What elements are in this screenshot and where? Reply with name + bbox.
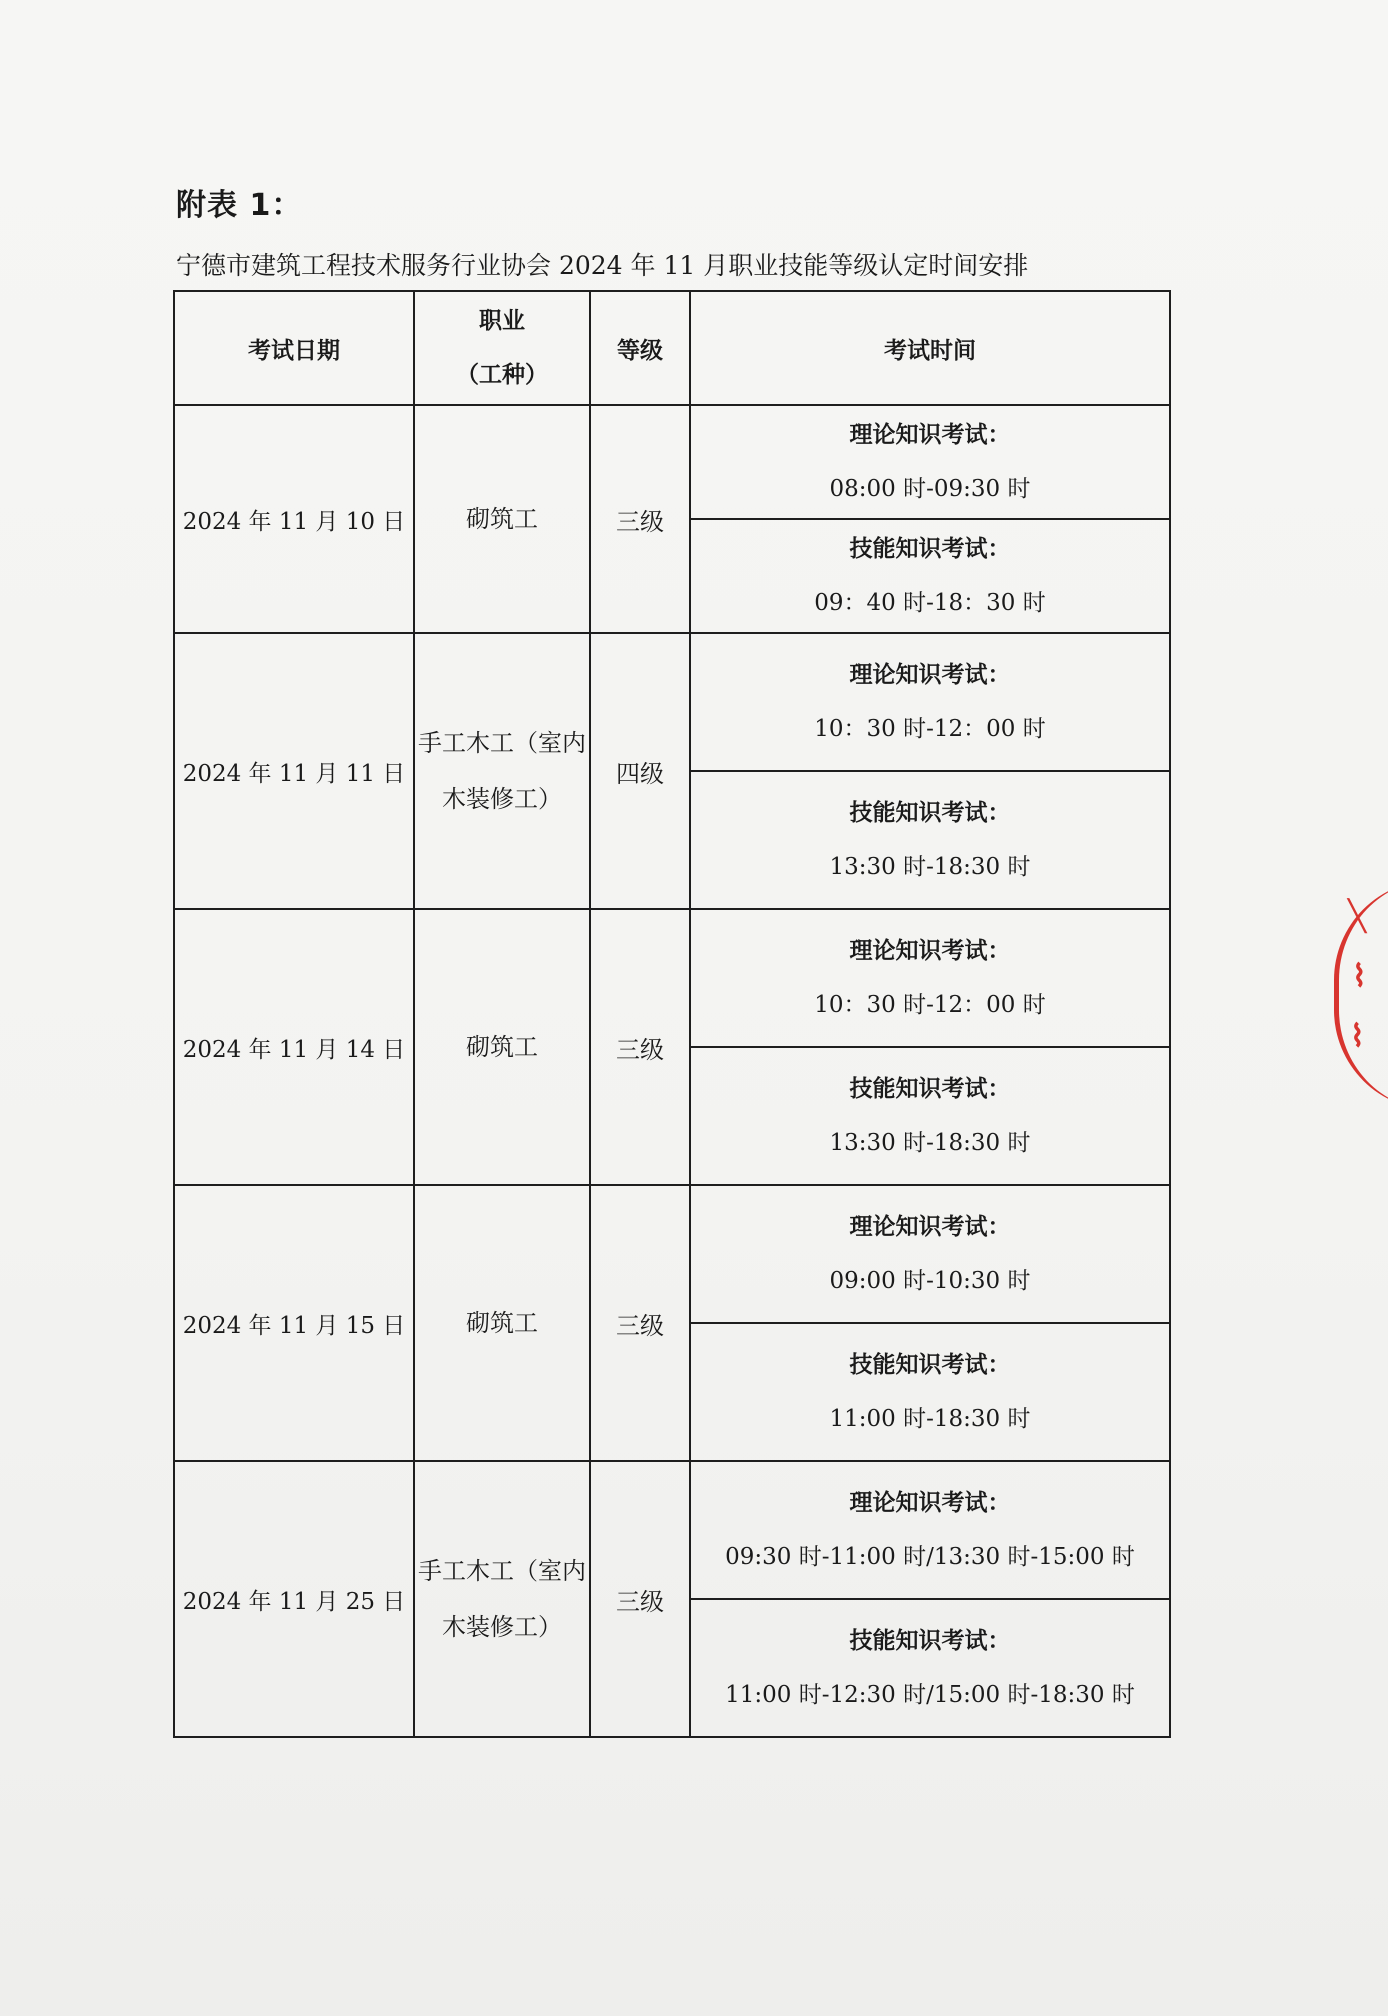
- skill-exam-label: 技能知识考试：: [849, 1076, 1011, 1102]
- theory-exam-label: 理论知识考试：: [849, 422, 1011, 448]
- theory-exam-time: 09:00 时-10:30 时: [829, 1268, 1031, 1294]
- theory-exam-time: 10：30 时-12：00 时: [814, 992, 1046, 1018]
- level-cell: 三级: [590, 1461, 690, 1737]
- exam-date-cell: 2024 年 11 月 14 日: [174, 909, 414, 1185]
- theory-exam-cell: [690, 1461, 1170, 1599]
- theory-exam-cell: [690, 1185, 1170, 1323]
- level-cell: 三级: [590, 909, 690, 1185]
- seal-mark: ⌇: [1352, 959, 1367, 994]
- table-row: [174, 1185, 1170, 1323]
- skill-exam-cell: [690, 1323, 1170, 1461]
- header-occupation-line1: 职业: [479, 308, 525, 334]
- skill-exam-label: 技能知识考试：: [849, 800, 1011, 826]
- document-subtitle: 宁德市建筑工程技术服务行业协会 2024 年 11 月职业技能等级认定时间安排: [176, 251, 1029, 280]
- table-row: [174, 1461, 1170, 1599]
- table-row: [174, 633, 1170, 771]
- skill-exam-cell: [690, 1599, 1170, 1737]
- occupation-cell: 手工木工（室内木装修工）: [414, 633, 590, 909]
- level-cell: 四级: [590, 633, 690, 909]
- skill-exam-label: 技能知识考试：: [849, 536, 1011, 562]
- exam-schedule-table: [173, 290, 1171, 1738]
- skill-exam-cell: [690, 771, 1170, 909]
- header-occupation-line2: （工种）: [456, 362, 548, 388]
- header-level: 等级: [590, 291, 690, 405]
- theory-exam-label: 理论知识考试：: [849, 1490, 1011, 1516]
- theory-exam-time: 09:30 时-11:00 时/13:30 时-15:00 时: [725, 1544, 1135, 1570]
- skill-exam-cell: [690, 1047, 1170, 1185]
- theory-exam-time: 10：30 时-12：00 时: [814, 716, 1046, 742]
- seal-mark: ⌇: [1350, 1019, 1365, 1054]
- red-seal-stamp-edge: [1330, 880, 1388, 1110]
- theory-exam-label: 理论知识考试：: [849, 938, 1011, 964]
- table-header-row: [174, 291, 1170, 405]
- skill-exam-time: 11:00 时-12:30 时/15:00 时-18:30 时: [725, 1682, 1135, 1708]
- header-occupation: [414, 291, 590, 405]
- skill-exam-label: 技能知识考试：: [849, 1628, 1011, 1654]
- table-row: [174, 909, 1170, 1047]
- attachment-title: 附表 1：: [176, 188, 303, 223]
- header-exam-time: 考试时间: [690, 291, 1170, 405]
- theory-exam-label: 理论知识考试：: [849, 1214, 1011, 1240]
- exam-date-cell: 2024 年 11 月 11 日: [174, 633, 414, 909]
- exam-date-cell: 2024 年 11 月 15 日: [174, 1185, 414, 1461]
- theory-exam-time: 08:00 时-09:30 时: [829, 476, 1031, 502]
- theory-exam-label: 理论知识考试：: [849, 662, 1011, 688]
- occupation-cell: 砌筑工: [414, 909, 590, 1185]
- occupation-cell: 砌筑工: [414, 1185, 590, 1461]
- skill-exam-time: 09：40 时-18：30 时: [814, 590, 1046, 616]
- occupation-cell: 手工木工（室内木装修工）: [414, 1461, 590, 1737]
- skill-exam-time: 11:00 时-18:30 时: [829, 1406, 1031, 1432]
- exam-date-cell: 2024 年 11 月 25 日: [174, 1461, 414, 1737]
- theory-exam-cell: [690, 633, 1170, 771]
- skill-exam-time: 13:30 时-18:30 时: [829, 854, 1031, 880]
- skill-exam-time: 13:30 时-18:30 时: [829, 1130, 1031, 1156]
- skill-exam-cell: [690, 519, 1170, 633]
- seal-mark: ╲: [1348, 899, 1367, 934]
- skill-exam-label: 技能知识考试：: [849, 1352, 1011, 1378]
- occupation-cell: 砌筑工: [414, 405, 590, 633]
- theory-exam-cell: [690, 405, 1170, 519]
- exam-date-cell: 2024 年 11 月 10 日: [174, 405, 414, 633]
- header-exam-date: 考试日期: [174, 291, 414, 405]
- level-cell: 三级: [590, 405, 690, 633]
- level-cell: 三级: [590, 1185, 690, 1461]
- theory-exam-cell: [690, 909, 1170, 1047]
- table-row: [174, 405, 1170, 519]
